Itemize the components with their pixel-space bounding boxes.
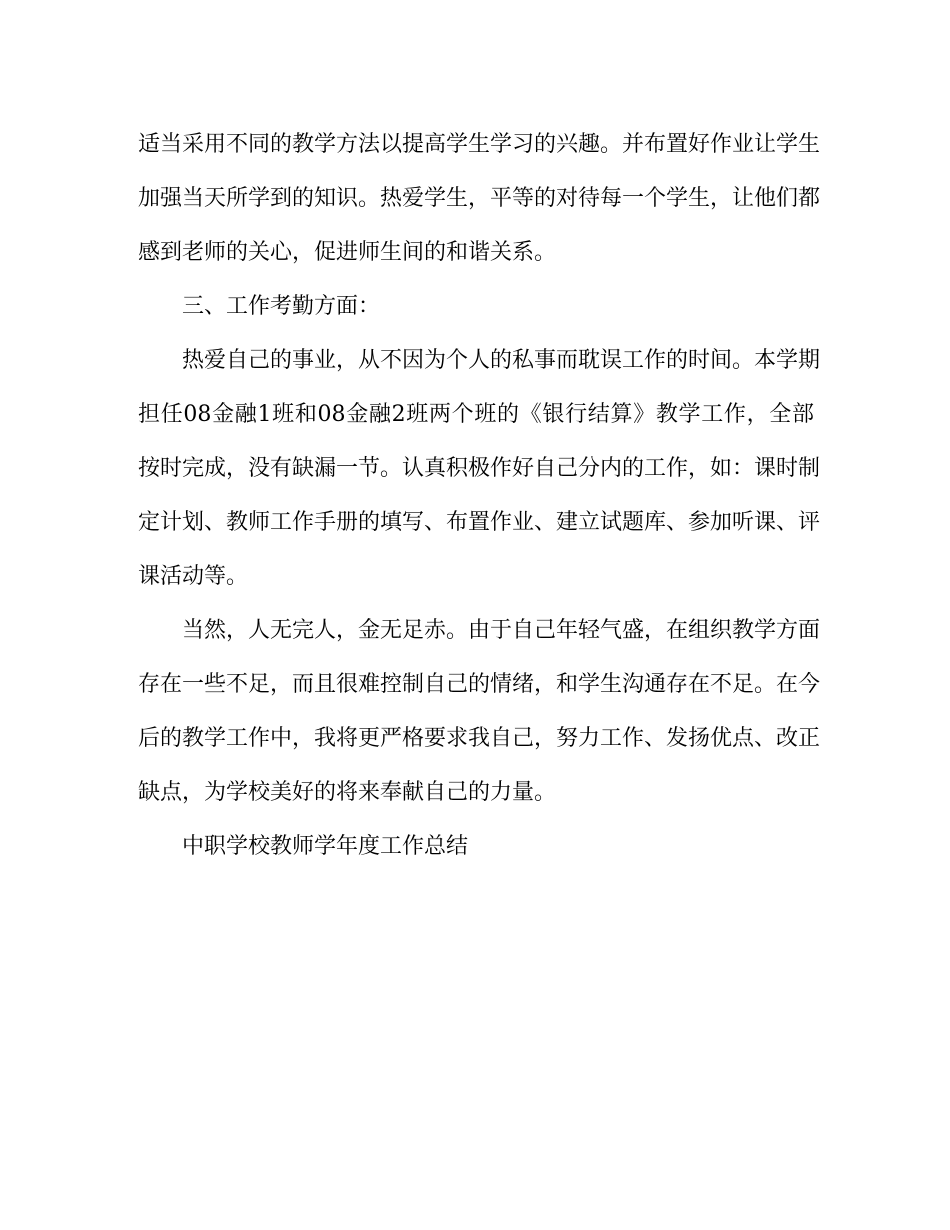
paragraph-line: 适当采用不同的教学方法以提高学生学习的兴趣。并布置好作业让学生 — [138, 132, 821, 157]
paragraph-line: 缺点，为学校美好的将来奉献自己的力量。 — [138, 780, 557, 805]
paragraph-line: 加强当天所学到的知识。热爱学生，平等的对待每一个学生，让他们都 — [138, 186, 821, 211]
paragraph-line: 当然，人无完人，金无足赤。由于自己年轻气盛，在组织教学方面 — [182, 618, 821, 643]
document-body — [138, 118, 821, 874]
paragraph-line: 定计划、教师工作手册的填写、布置作业、建立试题库、参加听课、评 — [138, 510, 821, 535]
section-heading: 三、工作考勤方面： — [182, 294, 381, 319]
paragraph-line: 课活动等。 — [138, 564, 249, 589]
paragraph-line: 按时完成，没有缺漏一节。认真积极作好自己分内的工作，如：课时制 — [138, 456, 821, 481]
paragraph-line: 热爱自己的事业，从不因为个人的私事而耽误工作的时间。本学期 — [182, 348, 821, 373]
paragraph-line: 担任08金融1班和08金融2班两个班的《银行结算》教学工作，全部 — [138, 402, 814, 427]
paragraph-line: 存在一些不足，而且很难控制自己的情绪，和学生沟通存在不足。在今 — [138, 672, 821, 697]
paragraph-line: 后的教学工作中，我将更严格要求我自己，努力工作、发扬优点、改正 — [138, 726, 821, 751]
paragraph-line: 感到老师的关心，促进师生间的和谐关系。 — [138, 240, 557, 265]
document-title: 中职学校教师学年度工作总结 — [182, 834, 469, 859]
